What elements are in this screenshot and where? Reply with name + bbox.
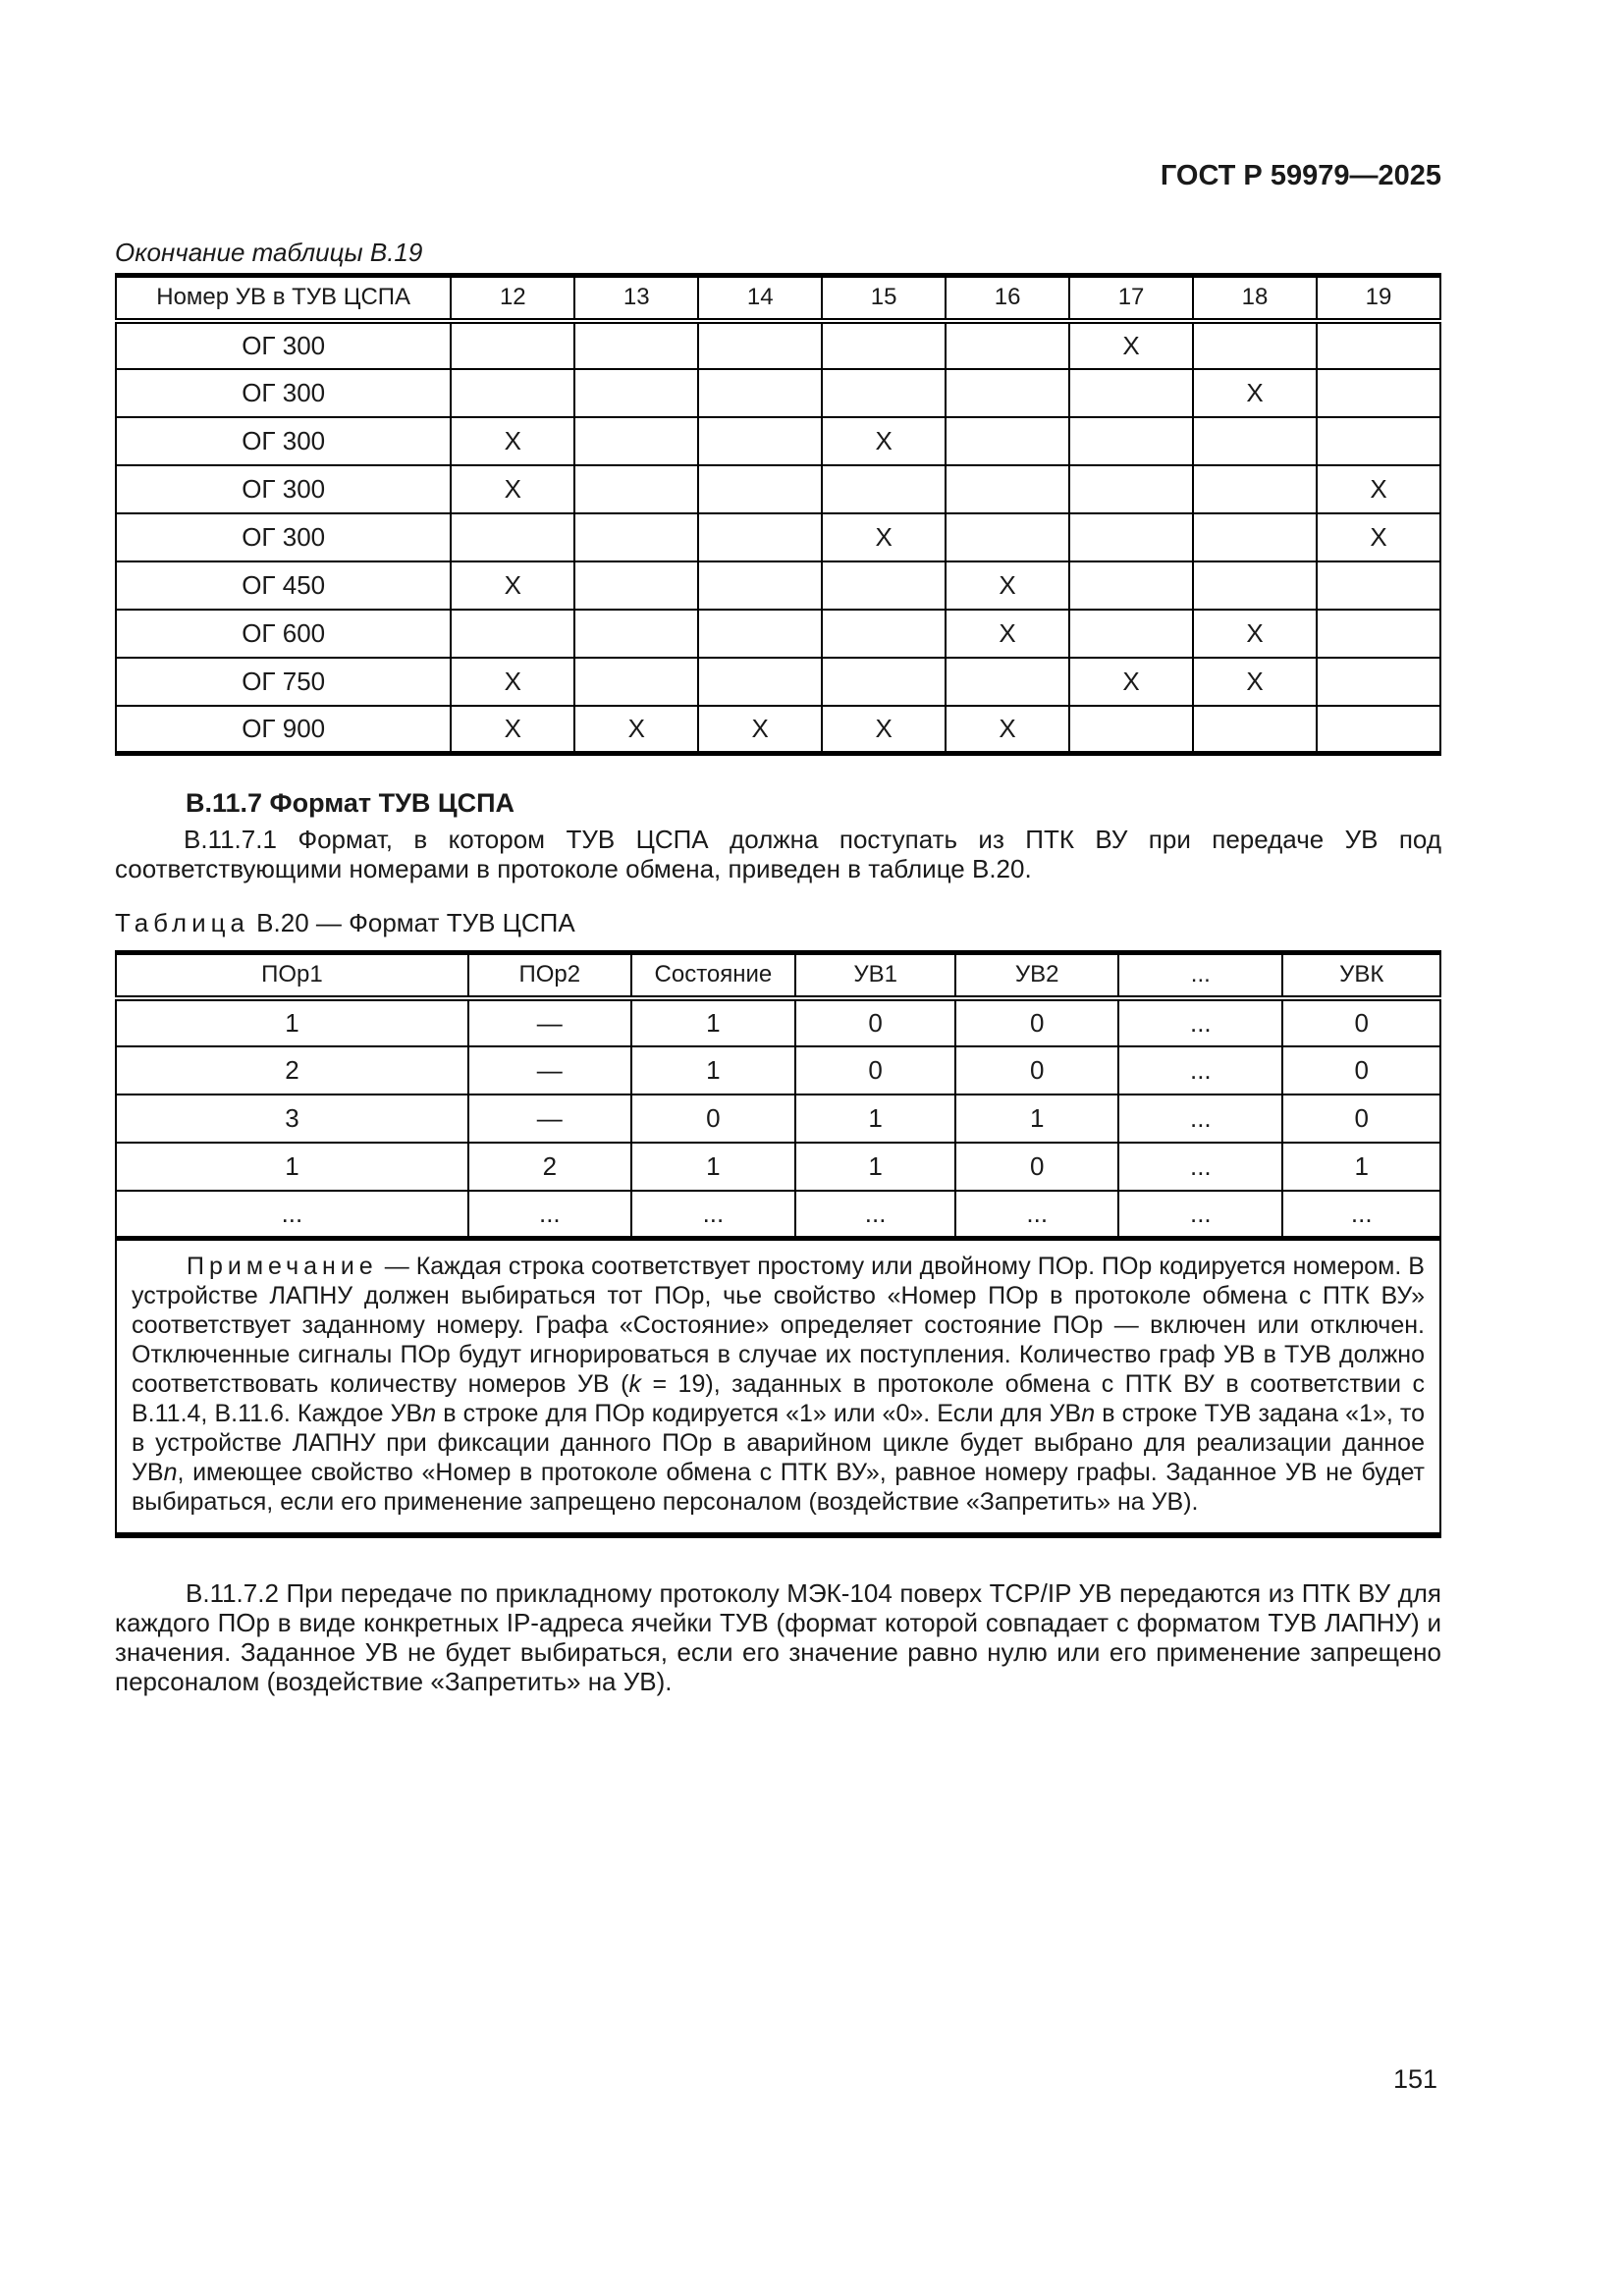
table-cell: 2 [468,1143,631,1191]
column-header: 13 [574,276,698,321]
column-header: 12 [451,276,574,321]
table-cell [1317,321,1440,369]
table-cell: 1 [955,1095,1118,1143]
table-cell: X [822,513,946,561]
table-cell: X [451,658,574,706]
table-cell: 0 [1282,1095,1440,1143]
table-cell: X [1193,610,1317,658]
row-first-cell: 2 [116,1046,468,1095]
table-cell [946,321,1069,369]
table-cell [574,561,698,610]
row-first-cell: ОГ 900 [116,706,451,754]
table-b19 [115,273,1441,756]
table-cell: X [451,417,574,465]
table-row [116,1095,1440,1143]
note-label: Примечание [187,1253,378,1280]
table-cell: ... [1118,1143,1282,1191]
table-b20 [115,950,1441,1241]
table-cell: 1 [795,1143,955,1191]
document-code-header: ГОСТ Р 59979—2025 [1160,160,1441,191]
table-cell: X [946,610,1069,658]
table-cell: ... [795,1191,955,1239]
table-cell [451,321,574,369]
table-cell: X [574,706,698,754]
paragraph-b-11-7-1: В.11.7.1 Формат, в котором ТУВ ЦСПА должна поступать из ПТК ВУ при передаче УВ под соответствующими номерами в протоколе обмена, приведен в таблице В.20. [115,825,1441,883]
table-cell [1069,369,1193,417]
table-cell: X [1317,465,1440,513]
column-header: 15 [822,276,946,321]
row-first-cell: ОГ 300 [116,465,451,513]
table-cell: 1 [631,1143,795,1191]
table-cell [1193,706,1317,754]
row-first-cell: ОГ 300 [116,369,451,417]
table-cell [574,658,698,706]
table-cell: X [1069,321,1193,369]
column-header: УВ1 [795,953,955,998]
row-first-cell: ОГ 750 [116,658,451,706]
table-cell: ... [1282,1191,1440,1239]
table-cell [698,610,822,658]
column-header: ПОр1 [116,953,468,998]
table-cell: X [1317,513,1440,561]
table-row [116,1143,1440,1191]
table-row [116,706,1440,754]
table-cell: X [451,465,574,513]
table-cell [574,465,698,513]
table-cell [1193,561,1317,610]
table-cell [1069,513,1193,561]
table-cell [1317,561,1440,610]
row-first-cell: ОГ 300 [116,513,451,561]
table-cell [822,465,946,513]
table-cell [1317,610,1440,658]
table-b19-continuation-caption: Окончание таблицы В.19 [115,238,423,267]
table-b20-caption [115,908,1441,937]
table-cell [1069,417,1193,465]
note-separator: — [377,1253,416,1280]
column-header: ... [1118,953,1282,998]
table-row [116,561,1440,610]
table-cell: X [1193,369,1317,417]
table-cell: X [822,417,946,465]
table-cell: 1 [795,1095,955,1143]
table-cell [1069,561,1193,610]
table-cell [698,417,822,465]
table-cell: X [451,561,574,610]
table-b19-body [116,321,1440,754]
row-first-cell: ОГ 300 [116,417,451,465]
table-cell [698,658,822,706]
table-cell [1069,465,1193,513]
table-row [116,417,1440,465]
table-cell: — [468,998,631,1046]
row-first-cell: ОГ 450 [116,561,451,610]
table-cell [698,369,822,417]
table-cell [1193,417,1317,465]
table-cell: 0 [955,1046,1118,1095]
table-cell [1317,706,1440,754]
table-cell: 1 [1282,1143,1440,1191]
section-heading-b-11-7: В.11.7 Формат ТУВ ЦСПА [186,788,515,818]
table-cell [822,610,946,658]
table-cell: — [468,1095,631,1143]
table-row [116,321,1440,369]
row-first-cell: ОГ 300 [116,321,451,369]
table-cell [698,513,822,561]
note-variable: n [422,1400,437,1427]
column-header: Состояние [631,953,795,998]
table-cell: X [1193,658,1317,706]
table-cell: X [946,706,1069,754]
table-cell [574,369,698,417]
column-header: УВ2 [955,953,1118,998]
column-header: 14 [698,276,822,321]
table-cell [1193,321,1317,369]
table-row [116,513,1440,561]
column-header: 16 [946,276,1069,321]
table-cell [946,658,1069,706]
row-first-cell: ... [116,1191,468,1239]
page-number: 151 [1392,2064,1437,2094]
table-b20-header-row [116,953,1440,998]
table-cell [946,417,1069,465]
page-content [115,0,1441,1696]
table-cell [574,513,698,561]
table-row [116,369,1440,417]
table-row [116,998,1440,1046]
table-cell [1317,369,1440,417]
table-cell [698,321,822,369]
table-cell [451,610,574,658]
table-cell [1317,658,1440,706]
table-cell [698,561,822,610]
table-cell: 0 [795,998,955,1046]
table-cell: X [822,706,946,754]
table-cell: 1 [631,998,795,1046]
paragraph-b-11-7-2: В.11.7.2 При передаче по прикладному протоколу МЭК-104 поверх TCP/IP УВ передаются из ПТК ВУ для каждого ПОр в виде конкретных IP-адреса ячейки ТУВ (формат которой совпадает с форматом ТУВ ЛАПНУ) и значения. Заданное УВ не будет выбираться, если его значение равно нулю или его применение запрещено персоналом (воздействие «Запретить» на УВ). [115,1578,1441,1696]
table-cell: 0 [1282,1046,1440,1095]
table-cell [1069,706,1193,754]
table-b20-body [116,998,1440,1239]
note-text: Каждая строка соответствует простому или двойному ПОр. ПОр кодируется номером. В устройстве ЛАПНУ должен выбираться тот ПОр, чье свойство «Номер ПОр в протоколе обмена с ПТК ВУ» соответствует заданному номеру. Графа «Состояние» определяет состояние ПОр — включен или отключен. Отключенные сигналы ПОр будут игнорироваться в случае их поступления. Количество граф УВ в ТУВ должно соответствовать количеству номеров УВ (k = 19), заданных в протоколе обмена с ПТК ВУ в соответствии с В.11.4, В.11.6. Каждое УВn в строке для ПОр кодируется «1» или «0». Если для УВn в строке ТУВ задана «1», то в устройстве ЛАПНУ при фиксации данного ПОр в аварийном цикле будет выбрано для реализации данное УВn, имеющее свойство «Номер в протоколе обмена с ПТК ВУ», равное номеру графы. Заданное УВ не будет выбираться, если его применение запрещено персоналом (воздействие «Запретить» на УВ). [132,1253,1426,1516]
column-header: УВК [1282,953,1440,998]
table-row [116,658,1440,706]
table-cell: 1 [631,1046,795,1095]
table-row [116,1046,1440,1095]
table-cell [451,513,574,561]
table-cell [1317,417,1440,465]
table-cell: 0 [955,1143,1118,1191]
table-cell: ... [955,1191,1118,1239]
table-cell [946,513,1069,561]
table-b20-caption-word: Таблица [115,908,249,937]
table-cell [1193,465,1317,513]
table-cell: 0 [795,1046,955,1095]
table-cell [574,321,698,369]
table-cell: ... [1118,1191,1282,1239]
table-b20-note [115,1241,1441,1538]
table-cell [574,417,698,465]
table-cell: X [946,561,1069,610]
column-header: ПОр2 [468,953,631,998]
table-cell: 0 [631,1095,795,1143]
row-first-cell: ОГ 600 [116,610,451,658]
table-cell: ... [1118,1095,1282,1143]
table-cell [946,465,1069,513]
table-cell [698,465,822,513]
column-header: 17 [1069,276,1193,321]
row-first-cell: 1 [116,998,468,1046]
table-cell [1069,610,1193,658]
column-header: 19 [1317,276,1440,321]
table-row [116,610,1440,658]
table-cell: ... [1118,998,1282,1046]
note-variable: n [1081,1400,1096,1427]
table-cell [1193,513,1317,561]
note-variable: n [163,1459,178,1486]
column-header: 18 [1193,276,1317,321]
table-b20-caption-rest: В.20 — Формат ТУВ ЦСПА [248,908,575,937]
table-cell: 0 [955,998,1118,1046]
table-cell [822,658,946,706]
table-cell: — [468,1046,631,1095]
table-cell: ... [468,1191,631,1239]
table-b19-header-row [116,276,1440,321]
note-variable: k [628,1370,641,1398]
table-cell [946,369,1069,417]
table-row [116,465,1440,513]
table-cell [574,610,698,658]
table-cell [451,369,574,417]
table-cell [822,369,946,417]
table-cell: 0 [1282,998,1440,1046]
table-cell: X [698,706,822,754]
table-cell [822,561,946,610]
table-cell: X [451,706,574,754]
table-cell: X [1069,658,1193,706]
table-cell: ... [1118,1046,1282,1095]
row-first-cell: 1 [116,1143,468,1191]
table-cell: ... [631,1191,795,1239]
table-row [116,1191,1440,1239]
row-first-cell: 3 [116,1095,468,1143]
column-header: Номер УВ в ТУВ ЦСПА [116,276,451,321]
table-cell [822,321,946,369]
